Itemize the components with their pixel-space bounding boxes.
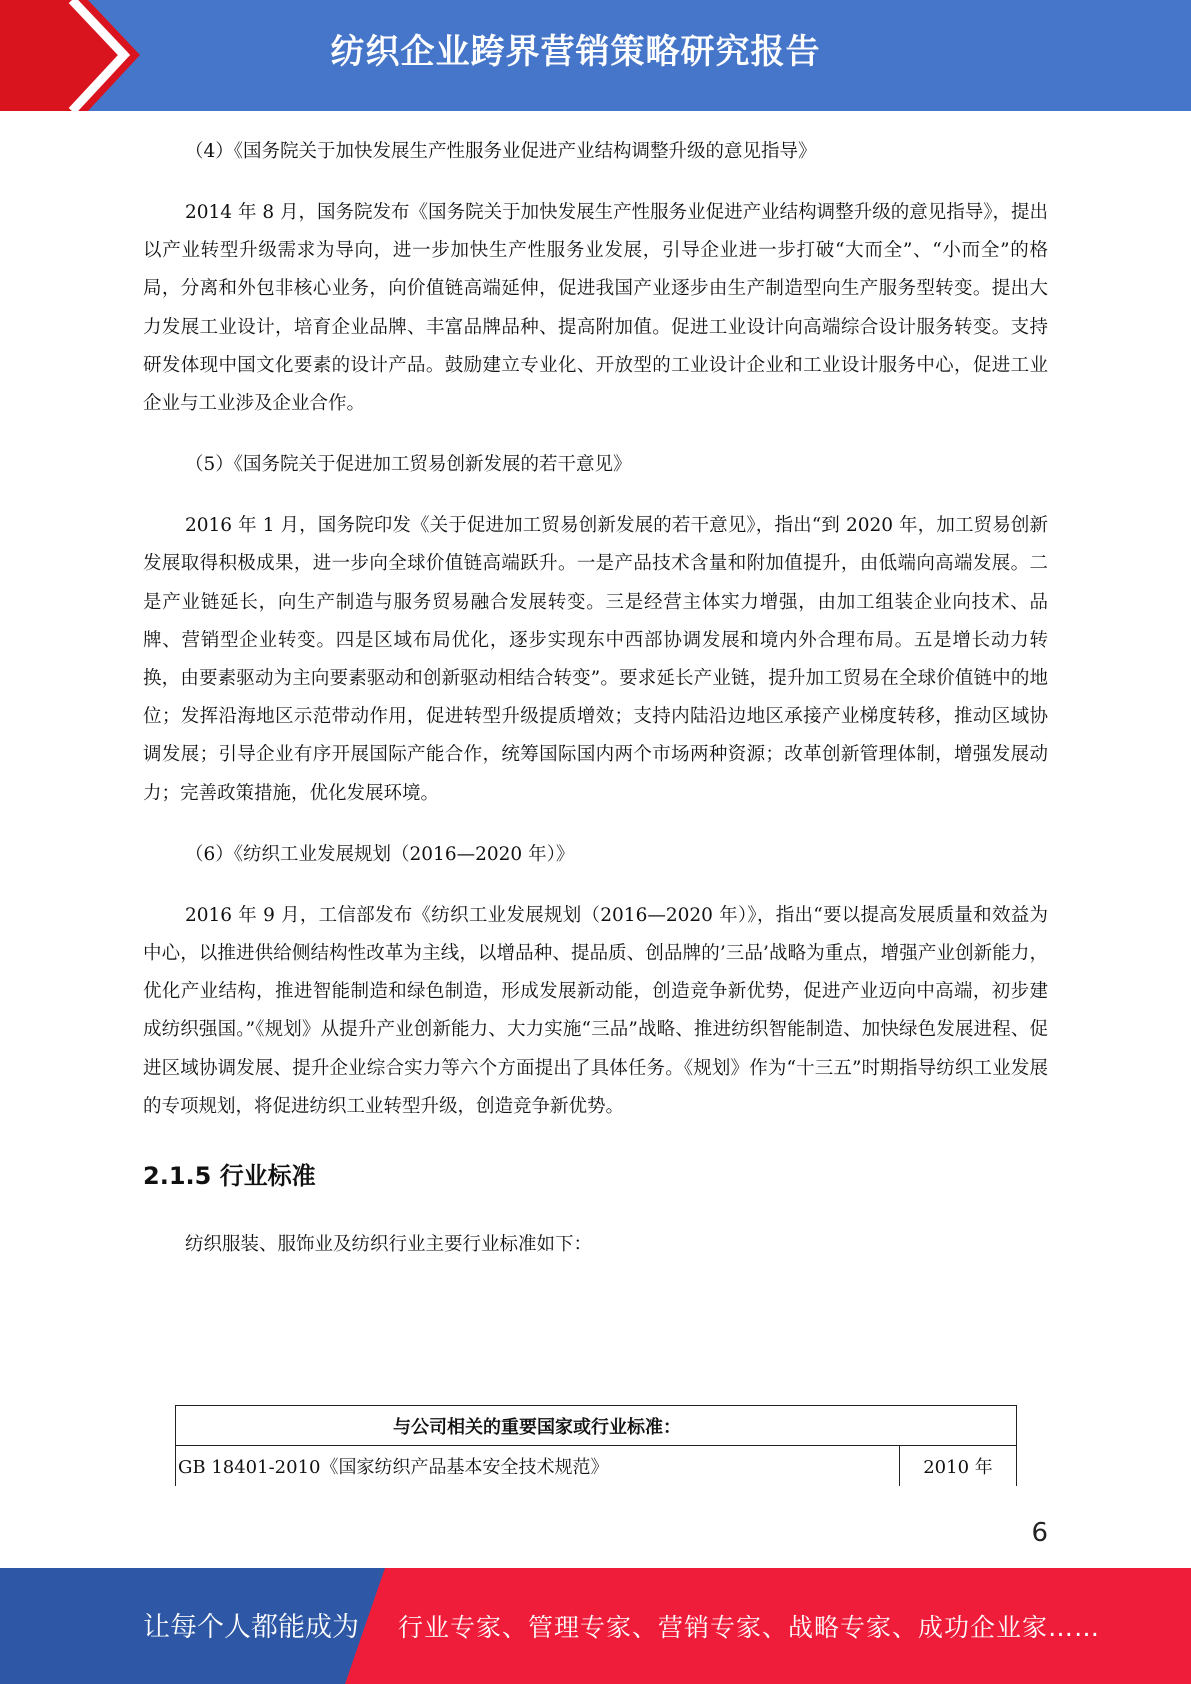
footer-slogan-right: 行业专家、管理专家、营销专家、战略专家、成功企业家…… — [398, 1613, 1101, 1642]
section-4-body: 2014 年 8 月，国务院发布《国务院关于加快发展生产性服务业促进产业结构调整升级的意见指导》，提出以产业转型升级需求为导向，进一步加快生产性服务业发展，引导企业进一步打破“大而全”、“小而全”的格局，分离和外包非核心业务，向价值链高端延伸，促进我国产业逐步由生产制造型向生产服务型转变。提出大力发展工业设计，培育企业品牌、丰富品牌品种、提高附加值。促进工业设计向高端综合设计服务转变。支持研发体现中国文化要素的设计产品。鼓励建立专业化、开放型的工业设计企业和工业设计服务中心，促进工业企业与工业涉及企业合作。 — [143, 202, 1048, 415]
standard-name: GB 18401-2010《国家纺织产品基本安全技术规范》 — [176, 1446, 900, 1487]
table-header: 与公司相关的重要国家或行业标准： — [176, 1406, 1017, 1446]
standard-year: 2010 年 — [900, 1446, 1017, 1487]
section-5-title: （5）《国务院关于促进加工贸易创新发展的若干意见》 — [185, 454, 632, 476]
page-number: 6 — [1031, 1518, 1048, 1548]
header-arrow-decoration — [0, 0, 140, 111]
standards-table — [175, 1405, 1017, 1486]
section-5-body: 2016 年 1 月，国务院印发《关于促进加工贸易创新发展的若干意见》，指出“到 2020 年，加工贸易创新发展取得积极成果，进一步向全球价值链高端跃升。一是产品技术含量和附加值提升，由低端向高端发展。二是产业链延长，向生产制造与服务贸易融合发展转变。三是经营主体实力增强，由加工组装企业向技术、品牌、营销型企业转变。四是区域布局优化，逐步实现东中西部协调发展和境内外合理布局。五是增长动力转换，由要素驱动为主向要素驱动和创新驱动相结合转变”。要求延长产业链，提升加工贸易在全球价值链中的地位；发挥沿海地区示范带动作用，促进转型升级提质增效；支持内陆沿边地区承接产业梯度转移，推动区域协调发展；引导企业有序开展国际产能合作，统筹国际国内两个市场两种资源；改革创新管理体制，增强发展动力；完善政策措施，优化发展环境。 — [143, 515, 1048, 804]
section-4-title: （4）《国务院关于加快发展生产性服务业促进产业结构调整升级的意见指导》 — [185, 141, 817, 162]
table-header-row — [176, 1406, 1017, 1446]
report-title: 纺织企业跨界营销策略研究报告 — [330, 32, 821, 72]
section-6-title: （6）《纺织工业发展规划（2016—2020 年）》 — [185, 843, 575, 865]
header-banner — [0, 0, 1191, 111]
table-row — [176, 1446, 1017, 1487]
standards-intro: 纺织服装、服饰业及纺织行业主要行业标准如下： — [185, 1234, 593, 1256]
section-heading: 2.1.5 行业标准 — [143, 1162, 316, 1191]
footer-slogan-left: 让每个人都能成为 — [143, 1612, 359, 1643]
footer-banner — [0, 1568, 1191, 1684]
section-6-body: 2016 年 9 月，工信部发布《纺织工业发展规划（2016—2020 年）》，指出“要以提高发展质量和效益为中心，以推进供给侧结构性改革为主线，以增品种、提品质、创品牌的’三品’战略为重点，增强产业创新能力，优化产业结构，推进智能制造和绿色制造，形成发展新动能，创造竞争新优势，促进产业迈向中高端，初步建成纺织强国。”《规划》从提升产业创新能力、大力实施“三品”战略、推进纺织智能制造、加快绿色发展进程、促进区域协调发展、提升企业综合实力等六个方面提出了具体任务。《规划》作为“十三五”时期指导纺织工业发展的专项规划，将促进纺织工业转型升级，创造竞争新优势。 — [143, 904, 1048, 1117]
main-content — [143, 132, 1048, 1264]
